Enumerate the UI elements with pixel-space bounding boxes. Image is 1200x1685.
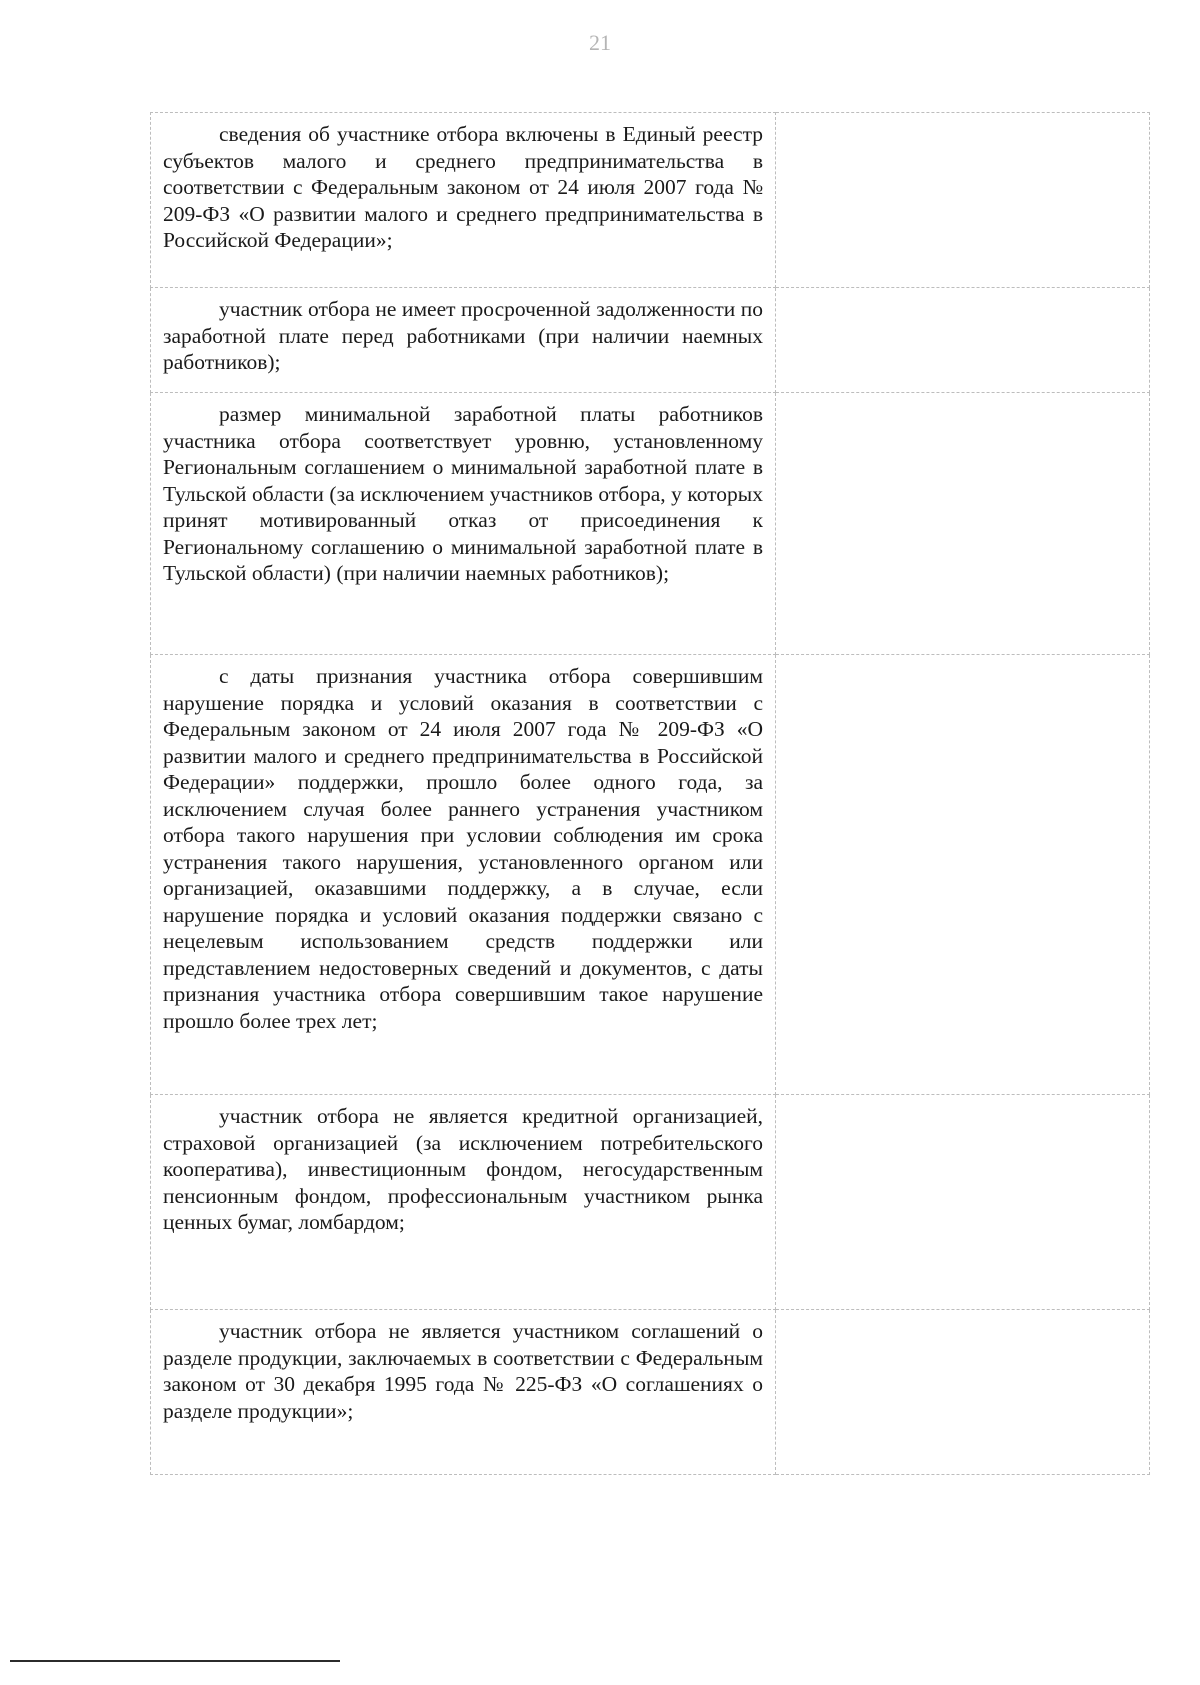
criterion-cell	[151, 1310, 776, 1475]
confirmation-cell	[776, 393, 1150, 655]
criterion-cell	[151, 655, 776, 1095]
criterion-cell	[151, 288, 776, 393]
criterion-text: участник отбора не является кредитной организацией, страховой организацией (за исключением потребительского кооператива), инвестиционным фондом, негосударственным пенсионным фондом, профессиональным участником рынка ценных бумаг, ломбардом;	[163, 1104, 763, 1234]
confirmation-cell	[776, 288, 1150, 393]
confirmation-cell	[776, 655, 1150, 1095]
criterion-text: размер минимальной заработной платы работников участника отбора соответствует уровню, установленному Региональным соглашением о минимальной заработной плате в Тульской области (за исключением участников отбора, у которых принят мотивированный отказ от присоединения к Региональному соглашению о минимальной заработной плате в Тульской области) (при наличии наемных работников);	[163, 402, 763, 585]
confirmation-cell	[776, 1310, 1150, 1475]
table-row	[151, 393, 1150, 655]
criterion-cell	[151, 113, 776, 288]
requirements-table	[150, 112, 1150, 1475]
footer-rule	[10, 1660, 340, 1662]
criterion-text: с даты признания участника отбора совершившим нарушение порядка и условий оказания в соответствии с Федеральным законом от 24 июля 2007 года № 209-ФЗ «О развитии малого и среднего предпринимательства в Российской Федерации» поддержки, прошло более одного года, за исключением случая более раннего устранения участником отбора такого нарушения при условии соблюдения им срока устранения такого нарушения, установленного органом или организацией, оказавшими поддержку, а в случае, если нарушение порядка и условий оказания поддержки связано с нецелевым использованием средств поддержки или представлением недостоверных сведений и документов, с даты признания участника отбора совершившим такое нарушение прошло более трех лет;	[163, 664, 763, 1033]
page-number: 21	[589, 30, 611, 55]
criterion-cell	[151, 393, 776, 655]
criterion-text: участник отбора не имеет просроченной задолженности по заработной плате перед работниками (при наличии наемных работников);	[163, 297, 763, 374]
table-row	[151, 1310, 1150, 1475]
criterion-text: сведения об участнике отбора включены в Единый реестр субъектов малого и среднего предпринимательства в соответствии с Федеральным законом от 24 июля 2007 года № 209-ФЗ «О развитии малого и среднего предпринимательства в Российской Федерации»;	[163, 122, 763, 252]
table-row	[151, 288, 1150, 393]
confirmation-cell	[776, 1095, 1150, 1310]
criterion-cell	[151, 1095, 776, 1310]
table-row	[151, 1095, 1150, 1310]
table-row	[151, 113, 1150, 288]
criterion-text: участник отбора не является участником соглашений о разделе продукции, заключаемых в соответствии с Федеральным законом от 30 декабря 1995 года № 225-ФЗ «О соглашениях о разделе продукции»;	[163, 1319, 763, 1423]
table-row	[151, 655, 1150, 1095]
confirmation-cell	[776, 113, 1150, 288]
